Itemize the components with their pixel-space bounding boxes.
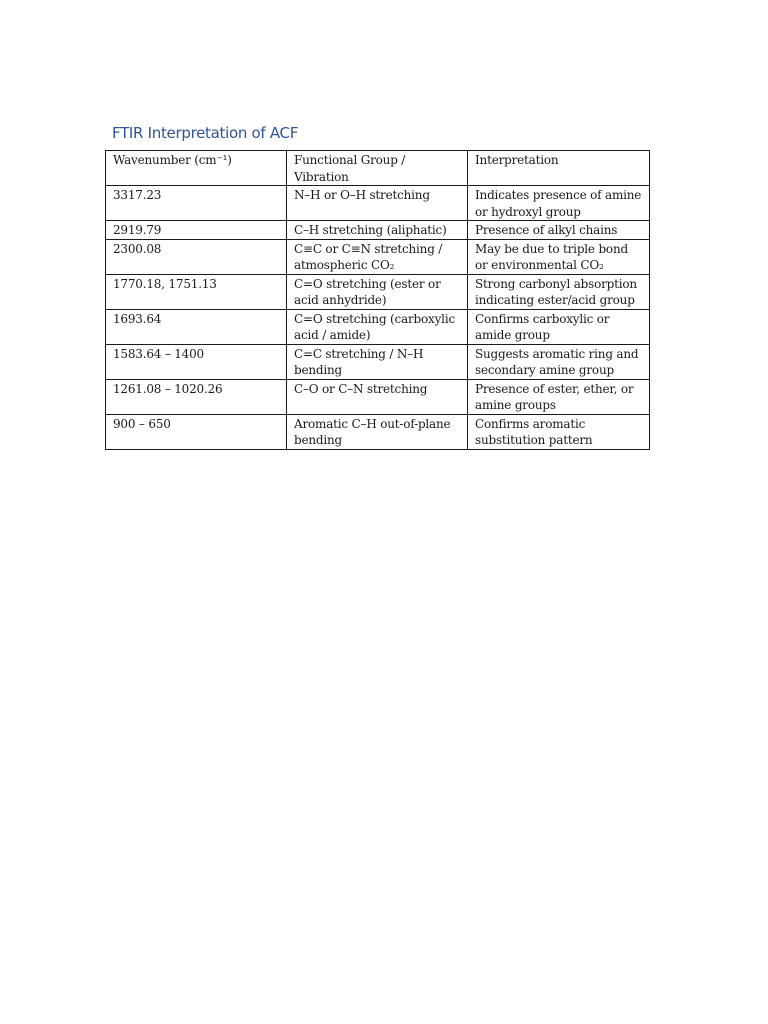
cell-wavenumber: 1261.08 – 1020.26: [106, 379, 287, 414]
cell-interpretation: Suggests aromatic ring and secondary amine group: [468, 344, 650, 379]
cell-wavenumber: 3317.23: [106, 186, 287, 221]
cell-interpretation: Confirms carboxylic or amide group: [468, 309, 650, 344]
cell-wavenumber: 1693.64: [106, 309, 287, 344]
cell-interpretation: May be due to triple bond or environmental CO₂: [468, 239, 650, 274]
cell-functional-group: C–H stretching (aliphatic): [287, 221, 468, 240]
cell-wavenumber: 2300.08: [106, 239, 287, 274]
table-row: [106, 344, 650, 379]
cell-interpretation: Presence of alkyl chains: [468, 221, 650, 240]
cell-functional-group: C=O stretching (carboxylic acid / amide): [287, 309, 468, 344]
cell-functional-group: C–O or C–N stretching: [287, 379, 468, 414]
cell-wavenumber: 1770.18, 1751.13: [106, 274, 287, 309]
table-row: [106, 186, 650, 221]
ftir-table: [105, 150, 650, 450]
cell-wavenumber: 1583.64 – 1400: [106, 344, 287, 379]
table-row: [106, 239, 650, 274]
table-row: [106, 379, 650, 414]
cell-functional-group: C=C stretching / N–H bending: [287, 344, 468, 379]
cell-wavenumber: 2919.79: [106, 221, 287, 240]
table-row: [106, 274, 650, 309]
table-row: [106, 414, 650, 449]
cell-functional-group: C≡C or C≡N stretching / atmospheric CO₂: [287, 239, 468, 274]
cell-functional-group: C=O stretching (ester or acid anhydride): [287, 274, 468, 309]
cell-wavenumber: 900 – 650: [106, 414, 287, 449]
document-title: FTIR Interpretation of ACF: [112, 124, 299, 142]
cell-interpretation: Indicates presence of amine or hydroxyl group: [468, 186, 650, 221]
header-functional-group: Functional Group / Vibration: [287, 151, 468, 186]
header-wavenumber: Wavenumber (cm⁻¹): [106, 151, 287, 186]
header-interpretation: Interpretation: [468, 151, 650, 186]
cell-interpretation: Presence of ester, ether, or amine groups: [468, 379, 650, 414]
cell-interpretation: Strong carbonyl absorption indicating ester/acid group: [468, 274, 650, 309]
cell-functional-group: N–H or O–H stretching: [287, 186, 468, 221]
table-header-row: [106, 151, 650, 186]
table-row: [106, 221, 650, 240]
cell-functional-group: Aromatic C–H out-of-plane bending: [287, 414, 468, 449]
table-row: [106, 309, 650, 344]
cell-interpretation: Confirms aromatic substitution pattern: [468, 414, 650, 449]
